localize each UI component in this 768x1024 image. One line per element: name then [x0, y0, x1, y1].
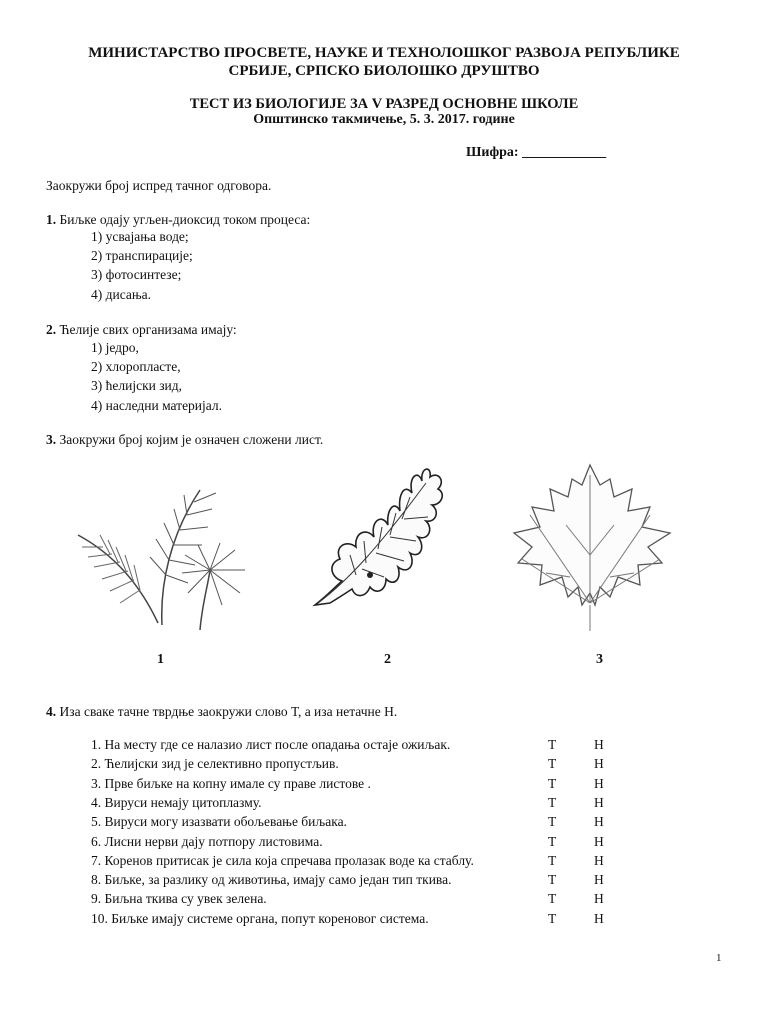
- false-option[interactable]: Н: [594, 833, 604, 849]
- false-option[interactable]: Н: [594, 737, 604, 752]
- true-option[interactable]: Т: [548, 910, 557, 926]
- code-blank: ____________: [522, 145, 607, 160]
- tf-statement: 10. Биљке имају системе органа, попут кореновог система.: [91, 910, 429, 926]
- question-2-text: Ћелије свих организама имају:: [59, 322, 237, 337]
- true-option[interactable]: Т: [548, 775, 557, 791]
- test-title: ТЕСТ ИЗ БИОЛОГИЈЕ ЗА V РАЗРЕД ОСНОВНЕ ШКОЛЕ: [189, 96, 579, 112]
- tf-statement: 1. На месту где се налазио лист после опадања остаје ожиљак.: [91, 737, 451, 752]
- true-option[interactable]: Т: [548, 814, 557, 830]
- false-option[interactable]: Н: [594, 794, 604, 810]
- false-option[interactable]: Н: [594, 910, 604, 926]
- question-2-number: 2.: [46, 322, 57, 337]
- false-option[interactable]: Н: [594, 814, 604, 830]
- question-1-text: Биљке одају угљен-диоксид током процеса:: [59, 212, 311, 227]
- tf-statement: 6. Лисни нерви дају потпору листовима.: [91, 833, 323, 849]
- ministry-line-1: МИНИСТАРСТВО ПРОСВЕТЕ, НАУКЕ И ТЕХНОЛОШКОГ РАЗВОЈА РЕПУБЛИКЕ: [88, 45, 680, 61]
- tf-statement: 7. Коренов притисак је сила која спречава пролазак воде ка стаблу.: [91, 852, 474, 868]
- page-number: 1: [716, 952, 722, 964]
- q1-option-3: 3) фотосинтезе;: [91, 267, 182, 282]
- true-option[interactable]: Т: [548, 794, 557, 810]
- false-option[interactable]: Н: [594, 872, 604, 888]
- ministry-line-2: СРБИЈЕ, СРПСКО БИОЛОШКО ДРУШТВО: [228, 63, 540, 79]
- question-1-number: 1.: [46, 212, 57, 227]
- q1-option-2: 2) транспирације;: [91, 248, 193, 263]
- question-4-text: Иза сваке тачне тврдње заокружи слово Т, а иза нетачне Н.: [59, 704, 398, 719]
- tf-statement: 3. Прве биљке на копну имале су праве листове .: [91, 775, 371, 791]
- false-option[interactable]: Н: [594, 756, 604, 772]
- leaf-label-2: 2: [384, 652, 391, 667]
- false-option[interactable]: Н: [594, 852, 604, 868]
- question-3-text: Заокружи број којим је означен сложени лист.: [59, 432, 324, 447]
- instruction: Заокружи број испред тачног одговора.: [46, 178, 272, 193]
- compound-palm-leaf-image: [70, 465, 255, 640]
- tf-statement: 8. Биљке, за разлику од животиња, имају само један тип ткива.: [91, 872, 452, 888]
- true-option[interactable]: Т: [548, 852, 557, 868]
- question-4-number: 4.: [46, 704, 57, 719]
- true-option[interactable]: Т: [548, 891, 557, 907]
- leaf-label-3: 3: [596, 652, 603, 667]
- false-option[interactable]: Н: [594, 891, 604, 907]
- true-option[interactable]: Т: [548, 756, 557, 772]
- question-3: [46, 432, 323, 448]
- code-field: [466, 145, 606, 161]
- tf-statement: 4. Вируси немају цитоплазму.: [91, 794, 262, 810]
- q2-option-2: 2) хлоропласте,: [91, 359, 181, 374]
- question-2: [46, 322, 237, 338]
- question-1: [46, 212, 310, 228]
- false-option[interactable]: Н: [594, 775, 604, 791]
- oak-leaf-image: [300, 455, 450, 640]
- q1-option-4: 4) дисања.: [91, 287, 151, 302]
- q2-option-4: 4) наследни материјал.: [91, 398, 223, 413]
- q1-option-1: 1) усвајања воде;: [91, 229, 189, 244]
- q2-option-1: 1) једро,: [91, 340, 139, 355]
- true-option[interactable]: Т: [548, 833, 557, 849]
- tf-statement: 2. Ћелијски зид је селективно пропустљив.: [91, 756, 339, 772]
- tf-statement: 9. Биљна ткива су увек зелена.: [91, 891, 267, 907]
- question-3-number: 3.: [46, 432, 57, 447]
- true-option[interactable]: Т: [548, 872, 557, 888]
- code-label: Шифра:: [466, 145, 519, 160]
- q2-option-3: 3) ћелијски зид,: [91, 378, 183, 393]
- true-option[interactable]: Т: [548, 737, 557, 752]
- leaf-label-1: 1: [157, 652, 164, 667]
- question-4: [46, 704, 397, 720]
- maple-leaf-image: [510, 455, 680, 635]
- test-subtitle: Општинско такмичење, 5. 3. 2017. године: [253, 112, 515, 127]
- tf-statement: 5. Вируси могу изазвати обољевање биљака.: [91, 814, 347, 830]
